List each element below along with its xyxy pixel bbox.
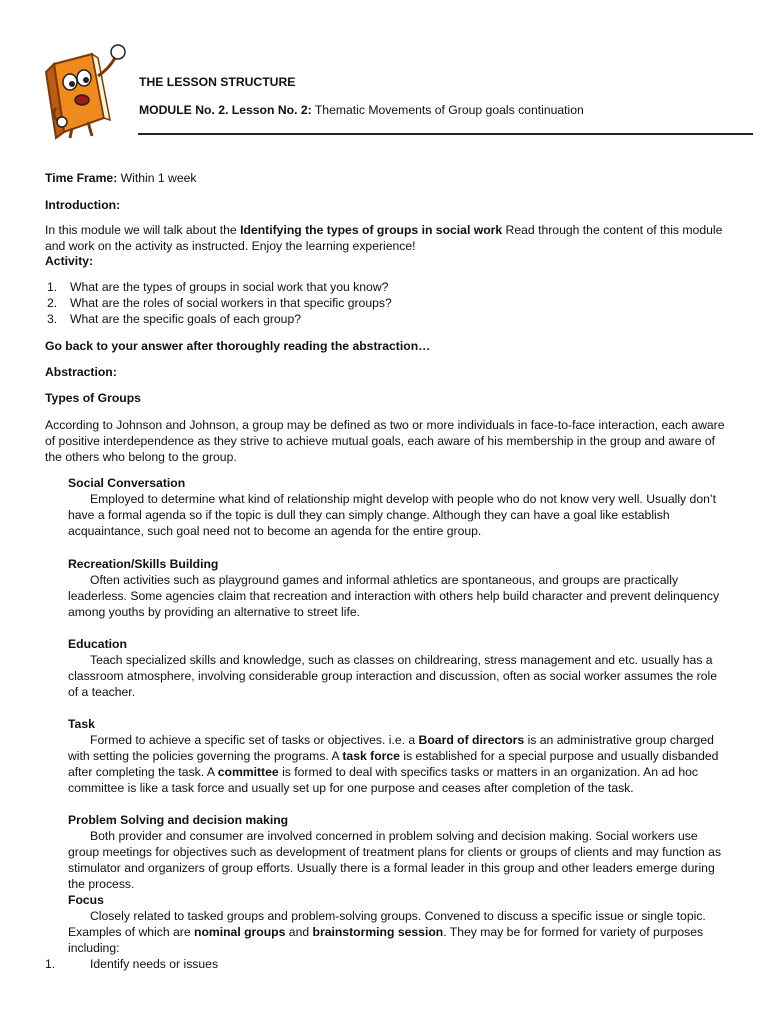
task-t3: is established for a special purpose and usually disbanded after completing the task. A	[68, 749, 719, 779]
focus-item-num: 1.	[45, 957, 56, 971]
introduction-text	[45, 222, 725, 254]
focus-t2: and	[285, 925, 313, 939]
book-mascot-icon	[42, 42, 134, 142]
activity-list	[45, 279, 725, 327]
activity-item	[45, 295, 725, 311]
types-heading: Types of Groups	[45, 391, 141, 405]
activity-item	[45, 311, 725, 327]
intro-post: Read through the content of this module and work on the activity as instructed. Enjoy the learning experience!	[45, 223, 723, 253]
time-frame-value: Within 1 week	[120, 171, 197, 185]
task-t1: Formed to achieve a specific set of tasks or objectives. i.e. a	[90, 733, 419, 747]
activity-item	[45, 279, 725, 295]
recreation-text	[68, 572, 724, 620]
task-t2: is an administrative group charged with setting the policies governing the programs. A	[68, 733, 714, 763]
task-t4: is formed to deal with specifics tasks or matters in an organization. An ad hoc committee is like a task force and usually set up for one purpose and ceases after completion of the task.	[68, 765, 699, 795]
module-label: MODULE No. 2. Lesson No. 2:	[139, 103, 312, 117]
social-text	[68, 491, 724, 539]
task-b1: Board of directors	[418, 733, 525, 747]
focus-item-text: Identify needs or issues	[90, 957, 219, 971]
activity-heading: Activity:	[45, 254, 94, 268]
activity-item-num: 1.	[47, 280, 58, 294]
recreation-body: Often activities such as playground games and informal athletics are spontaneous, and groups are practically leaderless. Some agencies claim that recreation and interaction with others help build character and prevent delinquency among youths by providing an alternative to street life.	[68, 573, 720, 619]
focus-t1: Closely related to tasked groups and problem-solving groups. Convened to discuss a specific issue or single topic. Examples of which are	[68, 909, 706, 939]
problem-text	[68, 828, 724, 892]
education-body: Teach specialized skills and knowledge, such as classes on childrearing, stress management and etc. usually has a classroom atmosphere, involving considerable group interaction and discussion, often as social worker assumes the role of a teacher.	[68, 653, 717, 699]
intro-bold: Identifying the types of groups in social work	[240, 223, 503, 237]
types-intro: According to Johnson and Johnson, a group may be defined as two or more individuals in face-to-face interaction, each aware of positive interdependence as they strive to achieve mutual goals, each aware of his membership in the group and aware of the others who belong to the group.	[45, 418, 725, 464]
focus-list-item	[45, 956, 701, 972]
time-frame-label: Time Frame:	[45, 171, 118, 185]
activity-item-num: 2.	[47, 296, 58, 310]
module-line	[139, 102, 759, 118]
social-heading: Social Conversation	[68, 476, 186, 490]
problem-heading: Problem Solving and decision making	[68, 813, 289, 827]
task-text	[68, 732, 724, 796]
abstraction-heading: Abstraction:	[45, 365, 117, 379]
focus-t3: . They may be for formed for variety of purposes including:	[68, 925, 704, 955]
time-frame	[45, 170, 725, 186]
recreation-heading: Recreation/Skills Building	[68, 557, 219, 571]
module-topic: Thematic Movements of Group goals continuation	[314, 103, 584, 117]
activity-item-text: What are the specific goals of each group?	[70, 312, 302, 326]
introduction-heading: Introduction:	[45, 198, 121, 212]
activity-item-num: 3.	[47, 312, 58, 326]
focus-list	[45, 956, 701, 972]
go-back-note: Go back to your answer after thoroughly reading the abstraction…	[45, 339, 431, 353]
lesson-structure-title: THE LESSON STRUCTURE	[139, 75, 296, 89]
focus-heading: Focus	[68, 893, 104, 907]
education-text	[68, 652, 724, 700]
header-divider	[138, 133, 753, 135]
activity-item-text: What are the roles of social workers in that specific groups?	[70, 296, 392, 310]
problem-body: Both provider and consumer are involved concerned in problem solving and decision making. Social workers use group meetings for objectives such as development of treatment plans for clients or groups of clients and may function as stimulator and organizers of group efforts. Usually there is a formal leader in this group and other leaders emerge during the process.	[68, 829, 722, 891]
social-body: Employed to determine what kind of relationship might develop with people who do not know very well. Usually don’t have a formal agenda so if the topic is dull they can simply change. Although they can have a goal like establish acquaintance, such goal need not to become an agenda for the entire group.	[68, 492, 716, 538]
activity-item-text: What are the types of groups in social work that you know?	[70, 280, 389, 294]
focus-text	[68, 908, 724, 956]
task-heading: Task	[68, 717, 95, 731]
task-b2: task force	[342, 749, 400, 763]
focus-b2: brainstorming session	[312, 925, 444, 939]
focus-b1: nominal groups	[194, 925, 286, 939]
education-heading: Education	[68, 637, 127, 651]
intro-pre: In this module we will talk about the	[45, 223, 241, 237]
task-b3: committee	[217, 765, 279, 779]
